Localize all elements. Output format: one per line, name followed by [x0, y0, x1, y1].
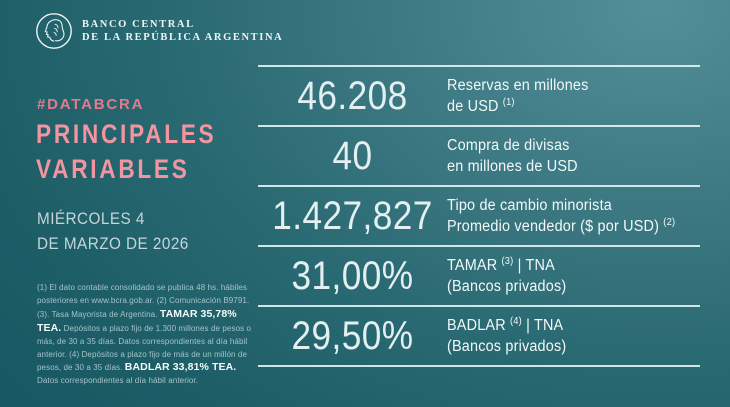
- page-title: [36, 117, 251, 187]
- footnotes: (1) El dato contable consolidado se publica 48 hs. hábiles posteriores en www.bcra.gob.ar. (2) Comunicación B9791. (3). Tasa Mayorista de Argentina. TAMAR 35,78% TEA. Depósitos a plazo fijo de 1.300 millones de pesos o más, de 30 a 35 días. Datos correspondientes al día hábil anterior. (4) Depósitos a plazo fijo de más de un millón de pesos, de 30 a 35 días. BADLAR 33,81% TEA. Datos correspondientes al día hábil anterior.: [37, 283, 252, 386]
- metric-row: [258, 125, 700, 185]
- metric-value: 40: [332, 133, 373, 178]
- metric-label: Compra de divisas en millones de USD: [447, 137, 578, 175]
- metric-value: 46.208: [297, 73, 408, 118]
- hashtag-label: #DATABCRA: [37, 96, 145, 113]
- brand-name-line1: BANCO CENTRAL: [82, 18, 195, 30]
- metric-label: BADLAR $^{(4)}$ | TNA (Bancos privados): [447, 315, 567, 355]
- metric-label: TAMAR $^{(3)}$ | TNA (Bancos privados): [447, 255, 567, 295]
- page-title-line1: PRINCIPALES: [36, 119, 217, 149]
- page-title-line2: VARIABLES: [36, 154, 190, 184]
- date-line1: MIÉRCOLES 4: [37, 209, 145, 228]
- brand-name: [82, 18, 283, 45]
- brand-name-line2: DE LA REPÚBLICA ARGENTINA: [82, 32, 284, 43]
- metric-label: Tipo de cambio minorista Promedio vendedor ($ por USD) $^{(2)}$: [447, 197, 676, 235]
- metric-value: 31,00%: [291, 253, 414, 298]
- metric-value: 1.427,827: [272, 193, 433, 238]
- bcra-logo-icon: [35, 12, 73, 50]
- metric-label: Reservas en millones de USD $^{(1)}$: [447, 77, 589, 115]
- date-line2: DE MARZO DE 2026: [37, 233, 189, 253]
- brand-header: [35, 12, 283, 50]
- metric-row: [258, 65, 700, 125]
- date-label: [37, 207, 206, 256]
- metrics-panel: [258, 65, 700, 367]
- metric-value: 29,50%: [291, 313, 414, 358]
- metric-row: [258, 245, 700, 305]
- metric-row: [258, 305, 700, 365]
- metric-row: [258, 185, 700, 245]
